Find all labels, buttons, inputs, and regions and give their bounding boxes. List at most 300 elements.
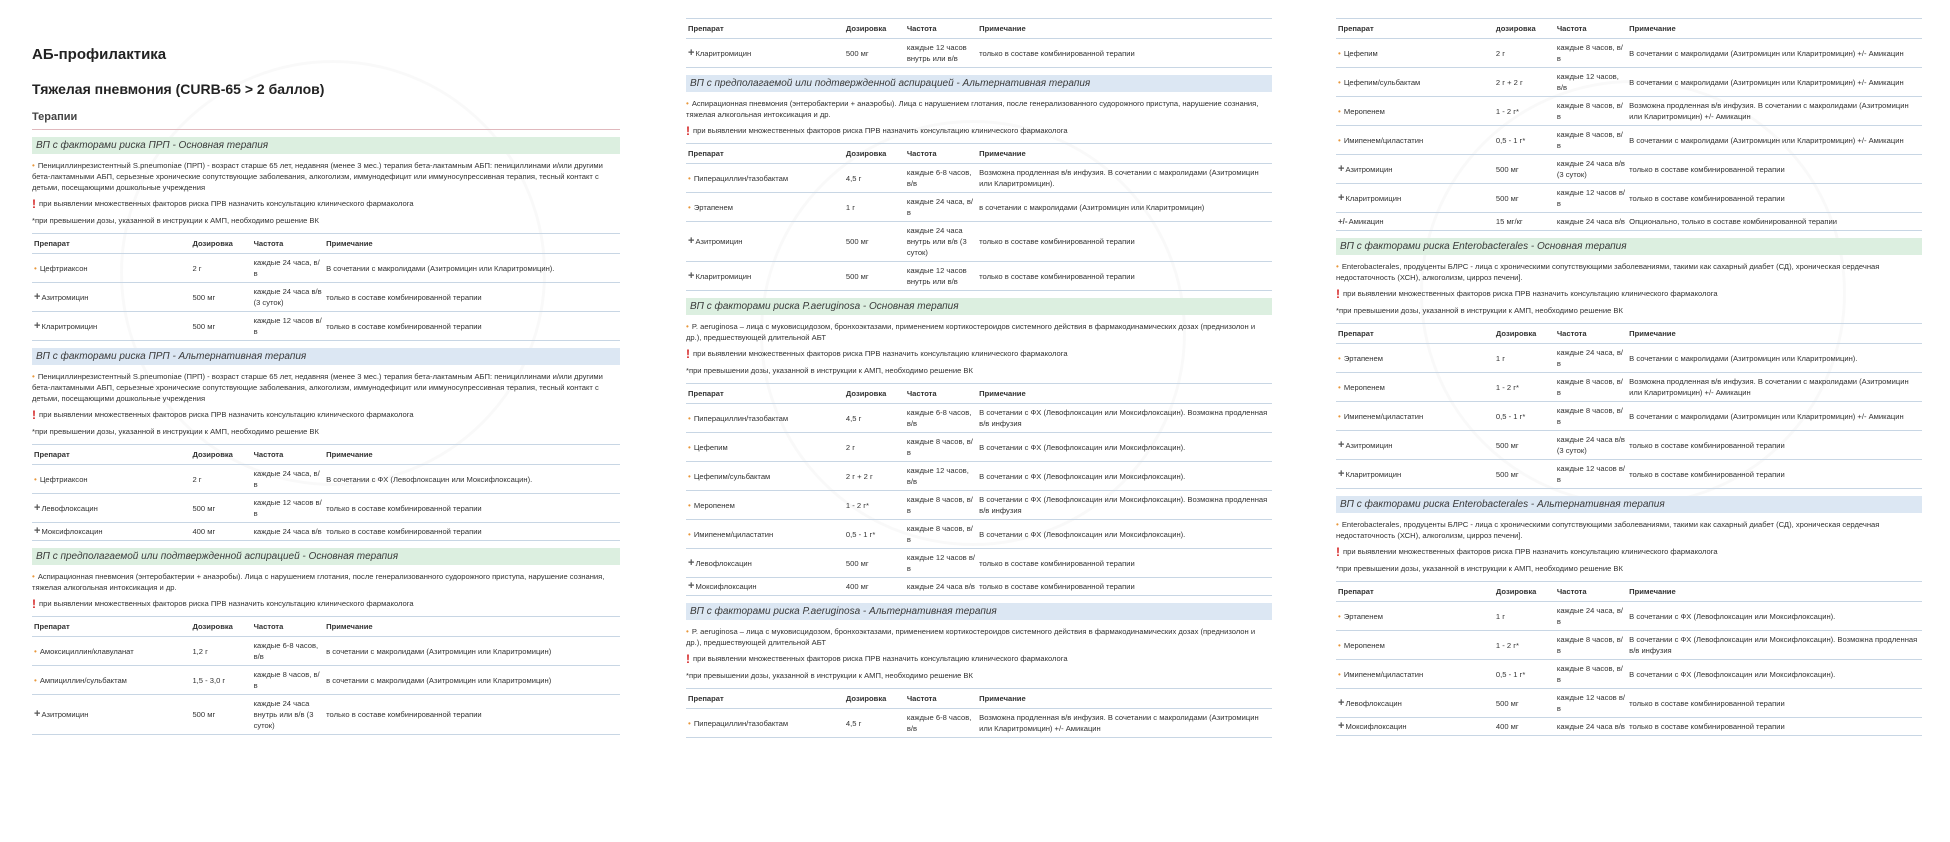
section-description: • Пенициллинрезистентный S.pneumoniae (ПРП) - возраст старше 65 лет, недавняя (менее 3 мес.) терапия бета-лактамным АБП: пенициллинами и/или другими бета-лактамными АБП, серьезные хронические сопутствующие заболевания, алкоголизм, иммунодефицит или иммуносупрессивная терапия, тесный контакт с детьми, посещающими дошкольные учреждения (32, 161, 603, 192)
note-cell: только в составе комбинированной терапии (1627, 431, 1922, 460)
drug-cell (1336, 718, 1494, 736)
dose-cell: 500 мг (1494, 689, 1555, 718)
column-header-freq: Частота (1555, 582, 1627, 602)
dose-cell: 500 мг (190, 695, 251, 735)
plus-icon: + (34, 708, 41, 720)
table-row (32, 695, 620, 735)
freq-cell: каждые 24 часа внутрь или в/в (3 суток) (252, 695, 325, 735)
note-cell: Возможна продленная в/в инфузия. В сочетании с макролидами (Азитромицин или Кларитромицин) +/- Амикацин (1627, 97, 1922, 126)
drug-cell (32, 695, 190, 735)
column-header-drug: Препарат (686, 19, 844, 39)
plus-icon: + (34, 525, 41, 537)
freq-cell: каждые 12 часов внутрь или в/в (905, 39, 977, 68)
column-header-drug: Препарат (32, 445, 190, 465)
table-row (32, 283, 620, 312)
bullet-icon: • (32, 372, 35, 381)
dose-cell: 0,5 - 1 г* (1494, 126, 1555, 155)
drug-name: Эртапенем (1343, 611, 1383, 621)
bullet-icon: • (1338, 611, 1341, 621)
drug-cell (32, 254, 190, 283)
note-cell: Возможна продленная в/в инфузия. В сочетании с макролидами (Азитромицин или Кларитромицин) +/- Амикацин (977, 709, 1272, 738)
freq-cell: каждые 24 часа в/в (3 суток) (1555, 431, 1627, 460)
dose-cell: 500 мг (190, 494, 251, 523)
drug-name: Имипенем/циластатин (1343, 411, 1424, 421)
drug-name: Моксифлоксацин (1345, 722, 1407, 731)
drug-name: Имипенем/циластатин (1343, 669, 1424, 679)
freq-cell: каждые 12 часов внутрь или в/в (905, 262, 977, 291)
note-cell: В сочетании с макролидами (Азитромицин или Кларитромицин) +/- Амикацин (1627, 68, 1922, 97)
bullet-icon: • (34, 646, 37, 656)
drug-name: Пиперациллин/тазобактам (693, 413, 789, 423)
column-header-freq: Частота (905, 689, 977, 709)
note-cell: Возможна продленная в/в инфузия. В сочетании с макролидами (Азитромицин или Кларитромицин) +/- Амикацин (1627, 373, 1922, 402)
plus-icon: + (34, 501, 41, 514)
freq-cell: каждые 8 часов, в/в (1555, 39, 1627, 68)
dose-cell: 1 г (844, 193, 905, 222)
table-row (32, 523, 620, 541)
drug-name: Цефепим (1343, 48, 1378, 58)
bullet-icon: • (1338, 135, 1341, 145)
drug-cell (1336, 97, 1494, 126)
drug-table (32, 444, 620, 541)
freq-cell: каждые 8 часов, в/в (1555, 660, 1627, 689)
table-row (1336, 126, 1922, 155)
column-header-note: Примечание (324, 234, 620, 254)
page-subtitle: Тяжелая пневмония (CURB-65 > 2 баллов) (32, 81, 325, 97)
bullet-icon: • (688, 442, 691, 452)
plus-minus-icon: +/- (1338, 217, 1348, 226)
bullet-icon: • (1338, 382, 1341, 392)
drug-cell (686, 433, 844, 462)
freq-cell: каждые 24 часа в/в (905, 578, 977, 596)
table-row (1336, 631, 1922, 660)
note-cell: В сочетании с ФХ (Левофлоксацин или Моксифлоксацин). (977, 433, 1272, 462)
drug-name: Имипенем/циластатин (1343, 135, 1424, 145)
section-title: ВП с предполагаемой или подтвержденной аспирацией - Основная терапия (32, 548, 620, 565)
table-row (686, 491, 1272, 520)
dose-cell: 4,5 г (844, 164, 905, 193)
drug-cell (686, 491, 844, 520)
drug-cell (1336, 184, 1494, 213)
warning-note: ! при выявлении множественных факторов риска ПРВ назначить консультацию клинического фармаколога (686, 651, 1068, 666)
dose-cell: 4,5 г (844, 709, 905, 738)
column-header-freq: Частота (252, 445, 325, 465)
note-cell: В сочетании с макролидами (Азитромицин или Кларитромицин) +/- Амикацин (1627, 126, 1922, 155)
dose-cell: 500 мг (1494, 184, 1555, 213)
drug-name: Азитромицин (41, 292, 89, 302)
dose-cell: 1,5 - 3,0 г (190, 666, 251, 695)
drug-cell (1336, 631, 1494, 660)
column-header-dose: Дозировка (844, 144, 905, 164)
section-description: • Enterobacterales, продуценты БЛРС - лица с хроническими сопутствующими заболеваниями, такими как сахарный диабет (СД), хроническая сердечная недостаточность (ХСН), алкоголизм, цирроз печени]. (1336, 520, 1880, 540)
table-row (1336, 660, 1922, 689)
freq-cell: каждые 24 часа, в/в (252, 465, 325, 494)
drug-table (1336, 323, 1922, 489)
drug-cell (686, 39, 844, 68)
drug-cell (1336, 126, 1494, 155)
drug-name: Меропенем (1343, 382, 1385, 392)
drug-cell (1336, 344, 1494, 373)
drug-cell (1336, 431, 1494, 460)
dose-cell: 2 г + 2 г (844, 462, 905, 491)
column-header-drug: Препарат (32, 617, 190, 637)
column-header-drug: Препарат (686, 384, 844, 404)
exclamation-icon: ! (32, 196, 36, 211)
exclamation-icon: ! (1336, 286, 1340, 301)
dose-cell: 2 г (190, 254, 251, 283)
freq-cell: каждые 12 часов, в/в (905, 462, 977, 491)
table-row (32, 465, 620, 494)
note-cell: только в составе комбинированной терапии (324, 283, 620, 312)
warning-note: ! при выявлении множественных факторов риска ПРВ назначить консультацию клинического фармаколога (686, 123, 1068, 138)
freq-cell: каждые 24 часа внутрь или в/в (3 суток) (905, 222, 977, 262)
drug-cell (686, 578, 844, 596)
drug-name: Эртапенем (1343, 353, 1383, 363)
dose-cell: 500 мг (844, 39, 905, 68)
dose-cell: 1 - 2 г* (1494, 631, 1555, 660)
drug-cell (1336, 689, 1494, 718)
dose-cell: 1 г (1494, 344, 1555, 373)
table-row (1336, 373, 1922, 402)
column-header-drug: Препарат (1336, 324, 1494, 344)
table-row (1336, 460, 1922, 489)
dose-cell: 500 мг (844, 262, 905, 291)
dose-cell: 500 мг (190, 283, 251, 312)
drug-cell (1336, 39, 1494, 68)
drug-cell (1336, 68, 1494, 97)
table-row (32, 666, 620, 695)
freq-cell: каждые 24 часа в/в (252, 523, 325, 541)
drug-cell (32, 312, 190, 341)
bullet-icon: • (688, 500, 691, 510)
section-title: ВП с факторами риска ПРП - Основная терапия (32, 137, 620, 154)
drug-name: Цефепим (693, 442, 728, 452)
table-row (686, 520, 1272, 549)
bullet-icon: • (688, 529, 691, 539)
column-header-dose: Дозировка (190, 617, 251, 637)
column-header-freq: Частота (1555, 324, 1627, 344)
drug-cell (686, 709, 844, 738)
note-cell: в сочетании с макролидами (Азитромицин или Кларитромицин) (324, 666, 620, 695)
freq-cell: каждые 8 часов, в/в (1555, 402, 1627, 431)
freq-cell: каждые 12 часов в/в (1555, 184, 1627, 213)
drug-name: Моксифлоксацин (41, 527, 103, 536)
note-cell: только в составе комбинированной терапии (324, 312, 620, 341)
drug-name: Кларитромицин (695, 48, 752, 58)
bullet-icon: • (688, 413, 691, 423)
column-header-note: Примечание (1627, 582, 1922, 602)
bullet-icon: • (1338, 669, 1341, 679)
table-row (686, 262, 1272, 291)
warning-note: ! при выявлении множественных факторов риска ПРВ назначить консультацию клинического фармаколога (1336, 544, 1718, 559)
bullet-icon: • (32, 572, 35, 581)
drug-name: Азитромицин (41, 710, 89, 719)
plus-icon: + (688, 46, 695, 59)
drug-name: Пиперациллин/тазобактам (693, 718, 789, 728)
note-cell: только в составе комбинированной терапии (977, 578, 1272, 596)
drug-cell (32, 523, 190, 541)
dose-note: *при превышении дозы, указанной в инструкции к АМП, необходимо решение ВК (1336, 306, 1623, 315)
dose-cell: 2 г + 2 г (1494, 68, 1555, 97)
drug-cell (1336, 155, 1494, 184)
bullet-icon: • (34, 263, 37, 273)
drug-table (686, 143, 1272, 291)
bullet-icon: • (1336, 262, 1339, 271)
column-header-dose: дозировка (1494, 19, 1555, 39)
drug-name: Кларитромицин (1345, 469, 1402, 479)
column-1 (32, 40, 620, 739)
column-header-dose: Дозировка (190, 445, 251, 465)
column-header-drug: Препарат (686, 689, 844, 709)
table-row (1336, 402, 1922, 431)
column-header-freq: Частота (252, 617, 325, 637)
drug-name: Левофлоксацин (695, 558, 752, 568)
section-description: • P. aeruginosa – лица с муковисцидозом, бронхоэктазами, применением кортикостероидов системного действия в фармакодинамических дозах (преднизолон и др.), предшествующей длительной АБТ (686, 627, 1256, 647)
plus-icon: + (688, 580, 695, 592)
drug-cell (686, 549, 844, 578)
drug-cell (686, 193, 844, 222)
freq-cell: каждые 6-8 часов, в/в (252, 637, 325, 666)
table-row (32, 494, 620, 523)
column-header-dose: Дозировка (190, 234, 251, 254)
freq-cell: каждые 12 часов, в/в (1555, 68, 1627, 97)
column-header-note: Примечание (324, 617, 620, 637)
drug-cell (1336, 373, 1494, 402)
drug-cell (32, 494, 190, 523)
note-cell: только в составе комбинированной терапии (977, 39, 1272, 68)
table-row (32, 312, 620, 341)
drug-cell (1336, 660, 1494, 689)
dose-cell: 15 мг/кг (1494, 213, 1555, 231)
section-title: ВП с факторами риска ПРП - Альтернативная терапия (32, 348, 620, 365)
note-cell: В сочетании с макролидами (Азитромицин или Кларитромицин). (1627, 344, 1922, 373)
drug-cell (686, 520, 844, 549)
column-header-freq: Частота (1555, 19, 1627, 39)
plus-icon: + (34, 290, 41, 303)
plus-icon: + (1338, 720, 1345, 732)
drug-name: Меропенем (1343, 640, 1385, 650)
freq-cell: каждые 8 часов, в/в (1555, 373, 1627, 402)
note-cell: В сочетании с макролидами (Азитромицин или Кларитромицин) +/- Амикацин (1627, 402, 1922, 431)
drug-cell (1336, 402, 1494, 431)
freq-cell: каждые 12 часов в/в (1555, 460, 1627, 489)
freq-cell: каждые 8 часов, в/в (1555, 631, 1627, 660)
note-cell: В сочетании с ФХ (Левофлоксацин или Моксифлоксацин). (977, 520, 1272, 549)
freq-cell: каждые 6-8 часов, в/в (905, 709, 977, 738)
plus-icon: + (688, 269, 695, 282)
column-header-dose: Дозировка (844, 384, 905, 404)
column-header-freq: Частота (252, 234, 325, 254)
dose-cell: 2 г (1494, 39, 1555, 68)
dose-cell: 4,5 г (844, 404, 905, 433)
warning-note: ! при выявлении множественных факторов риска ПРВ назначить консультацию клинического фармаколога (1336, 286, 1718, 301)
note-cell: В сочетании с ФХ (Левофлоксацин или Моксифлоксацин). (977, 462, 1272, 491)
freq-cell: каждые 8 часов, в/в (1555, 97, 1627, 126)
drug-name: Меропенем (1343, 106, 1385, 116)
note-cell: только в составе комбинированной терапии (324, 695, 620, 735)
column-header-freq: Частота (905, 144, 977, 164)
note-cell: только в составе комбинированной терапии (1627, 155, 1922, 184)
table-row (686, 404, 1272, 433)
table-row (1336, 718, 1922, 736)
warning-note: ! при выявлении множественных факторов риска ПРВ назначить консультацию клинического фармаколога (32, 407, 414, 422)
drug-name: Азитромицин (1345, 440, 1393, 450)
freq-cell: каждые 6-8 часов, в/в (905, 164, 977, 193)
freq-cell: каждые 8 часов, в/в (905, 520, 977, 549)
table-row (1336, 689, 1922, 718)
drug-cell (686, 404, 844, 433)
dose-cell: 1,2 г (190, 637, 251, 666)
drug-name: Левофлоксацин (1345, 698, 1402, 708)
bullet-icon: • (1338, 106, 1341, 116)
dose-cell: 1 - 2 г* (844, 491, 905, 520)
drug-cell (1336, 602, 1494, 631)
table-row (1336, 184, 1922, 213)
warning-note: ! при выявлении множественных факторов риска ПРВ назначить консультацию клинического фармаколога (32, 196, 414, 211)
dose-cell: 500 мг (844, 222, 905, 262)
column-3 (1336, 18, 1922, 740)
exclamation-icon: ! (686, 123, 690, 138)
column-header-drug: Препарат (686, 144, 844, 164)
section-title: ВП с факторами риска Enterobacterales - Основная терапия (1336, 238, 1922, 255)
drug-table (32, 616, 620, 735)
table-row (686, 709, 1272, 738)
note-cell: В сочетании с ФХ (Левофлоксацин или Моксифлоксацин). (324, 465, 620, 494)
table-row (1336, 602, 1922, 631)
bullet-icon: • (1338, 411, 1341, 421)
drug-name: Кларитромицин (1345, 193, 1402, 203)
note-cell: в сочетании с макролидами (Азитромицин или Кларитромицин) (324, 637, 620, 666)
section-description: • Enterobacterales, продуценты БЛРС - лица с хроническими сопутствующими заболеваниями, такими как сахарный диабет (СД), хроническая сердечная недостаточность (ХСН), алкоголизм, цирроз печени]. (1336, 262, 1880, 282)
drug-cell (1336, 213, 1494, 231)
bullet-icon: • (688, 173, 691, 183)
column-header-drug: Препарат (1336, 19, 1494, 39)
bullet-icon: • (686, 627, 689, 636)
drug-name: Пиперациллин/тазобактам (693, 173, 789, 183)
drug-name: Амоксициллин/клавуланат (39, 646, 134, 656)
drug-name: Азитромицин (1345, 164, 1393, 174)
drug-cell (32, 283, 190, 312)
dose-cell: 500 мг (190, 312, 251, 341)
bullet-icon: • (688, 471, 691, 481)
drug-table (1336, 18, 1922, 231)
plus-icon: + (34, 319, 41, 332)
drug-name: Азитромицин (695, 237, 743, 246)
exclamation-icon: ! (1336, 544, 1340, 559)
exclamation-icon: ! (32, 407, 36, 422)
note-cell: только в составе комбинированной терапии (977, 549, 1272, 578)
exclamation-icon: ! (686, 651, 690, 666)
bullet-icon: • (688, 718, 691, 728)
drug-cell (32, 666, 190, 695)
exclamation-icon: ! (686, 346, 690, 361)
note-cell: только в составе комбинированной терапии (977, 262, 1272, 291)
freq-cell: каждые 24 часа, в/в (1555, 344, 1627, 373)
drug-cell (32, 637, 190, 666)
table-row (1336, 213, 1922, 231)
bullet-icon: • (1338, 48, 1341, 58)
drug-name: Левофлоксацин (41, 503, 98, 513)
note-cell: В сочетании с ФХ (Левофлоксацин или Моксифлоксацин). Возможна продленная в/в инфузия (977, 491, 1272, 520)
drug-table (686, 18, 1272, 68)
section-title: ВП с факторами риска P.aeruginosa - Основная терапия (686, 298, 1272, 315)
column-header-note: Примечание (977, 144, 1272, 164)
note-cell: Возможна продленная в/в инфузия. В сочетании с макролидами (Азитромицин или Кларитромицин). (977, 164, 1272, 193)
dose-cell: 400 мг (844, 578, 905, 596)
exclamation-icon: ! (32, 596, 36, 611)
dose-cell: 500 мг (1494, 460, 1555, 489)
bullet-icon: • (1336, 520, 1339, 529)
section-title: ВП с факторами риска P.aeruginosa - Альтернативная терапия (686, 603, 1272, 620)
column-header-dose: Дозировка (844, 19, 905, 39)
bullet-icon: • (34, 474, 37, 484)
drug-name: Амикацин (1348, 217, 1384, 226)
drug-cell (686, 262, 844, 291)
note-cell: только в составе комбинированной терапии (1627, 718, 1922, 736)
dose-note: *при превышении дозы, указанной в инструкции к АМП, необходимо решение ВК (686, 671, 973, 680)
bullet-icon: • (686, 99, 689, 108)
table-row (686, 433, 1272, 462)
dose-cell: 500 мг (844, 549, 905, 578)
column-header-freq: Частота (905, 384, 977, 404)
column-header-dose: Дозировка (844, 689, 905, 709)
section-title: ВП с предполагаемой или подтвержденной аспирацией - Альтернативная терапия (686, 75, 1272, 92)
table-row (32, 254, 620, 283)
freq-cell: каждые 8 часов, в/в (905, 433, 977, 462)
freq-cell: каждые 8 часов, в/в (905, 491, 977, 520)
drug-cell (686, 222, 844, 262)
note-cell: только в составе комбинированной терапии (1627, 460, 1922, 489)
note-cell: В сочетании с макролидами (Азитромицин или Кларитромицин) +/- Амикацин (1627, 39, 1922, 68)
bullet-icon: • (1338, 640, 1341, 650)
page-title: АБ-профилактика (32, 46, 167, 63)
column-header-note: Примечание (1627, 324, 1922, 344)
warning-note: ! при выявлении множественных факторов риска ПРВ назначить консультацию клинического фармаколога (32, 596, 414, 611)
freq-cell: каждые 24 часа, в/в (1555, 602, 1627, 631)
drug-cell (686, 462, 844, 491)
dose-cell: 1 - 2 г* (1494, 373, 1555, 402)
freq-cell: каждые 6-8 часов, в/в (905, 404, 977, 433)
freq-cell: каждые 8 часов, в/в (1555, 126, 1627, 155)
column-header-drug: Препарат (32, 234, 190, 254)
dose-note: *при превышении дозы, указанной в инструкции к АМП, необходимо решение ВК (686, 366, 973, 375)
freq-cell: каждые 12 часов в/в (905, 549, 977, 578)
tab-therapies[interactable]: Терапии (32, 111, 620, 130)
plus-icon: + (1338, 191, 1345, 204)
column-header-drug: Препарат (1336, 582, 1494, 602)
column-header-note: Примечание (324, 445, 620, 465)
table-row (686, 549, 1272, 578)
note-cell: только в составе комбинированной терапии (1627, 184, 1922, 213)
note-cell: только в составе комбинированной терапии (324, 494, 620, 523)
freq-cell: каждые 8 часов, в/в (252, 666, 325, 695)
table-row (1336, 431, 1922, 460)
note-cell: только в составе комбинированной терапии (1627, 689, 1922, 718)
column-header-note: Примечание (977, 19, 1272, 39)
section-description: • P. aeruginosa – лица с муковисцидозом, бронхоэктазами, применением кортикостероидов системного действия в фармакодинамических дозах (преднизолон и др.), предшествующей длительной АБТ (686, 322, 1256, 342)
drug-table (1336, 581, 1922, 736)
table-row (1336, 344, 1922, 373)
drug-table (686, 383, 1272, 596)
note-cell: В сочетании с ФХ (Левофлоксацин или Моксифлоксацин). Возможна продленная в/в инфузия (977, 404, 1272, 433)
dose-cell: 0,5 - 1 г* (844, 520, 905, 549)
drug-name: Меропенем (693, 500, 735, 510)
bullet-icon: • (688, 202, 691, 212)
drug-table (686, 688, 1272, 738)
freq-cell: каждые 24 часа, в/в (252, 254, 325, 283)
warning-note: ! при выявлении множественных факторов риска ПРВ назначить консультацию клинического фармаколога (686, 346, 1068, 361)
dose-cell: 0,5 - 1 г* (1494, 402, 1555, 431)
